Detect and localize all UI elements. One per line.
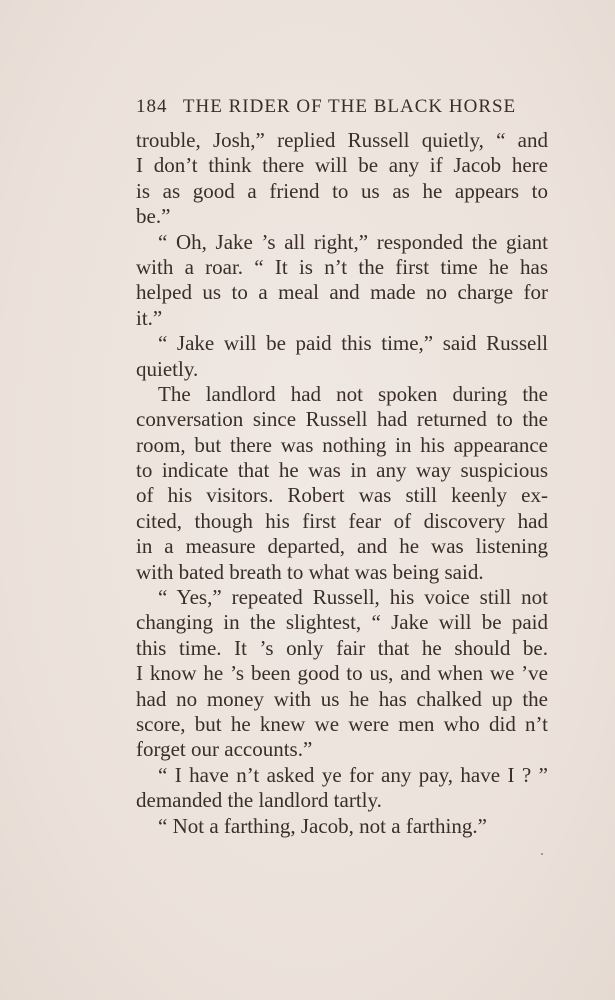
text-line: to indicate that he was in any way suspicious	[136, 458, 548, 483]
text-line: is as good a friend to us as he appears to	[136, 178, 548, 203]
text-line: “ Jake will be paid this time,” said Russell	[158, 331, 548, 356]
text-line: with a roar. “ It is n’t the first time he has	[136, 254, 548, 279]
text-line: demanded the landlord tartly.	[136, 788, 382, 813]
text-line: score, but he knew we were men who did n’t	[136, 711, 548, 736]
text-line: The landlord had not spoken during the	[158, 381, 548, 406]
text-line: it.”	[136, 305, 163, 330]
body-text	[136, 128, 548, 839]
text-line: be.”	[136, 204, 171, 229]
text-line: trouble, Josh,” replied Russell quietly, “ and	[136, 128, 548, 152]
text-line: quietly.	[136, 356, 199, 381]
text-line: changing in the slightest, “ Jake will be paid	[136, 610, 548, 635]
running-header	[136, 96, 548, 118]
text-line: forget our accounts.”	[136, 737, 313, 762]
text-line: room, but there was nothing in his appearance	[136, 432, 548, 457]
text-line: of his visitors. Robert was still keenly ex-	[136, 483, 548, 508]
text-line: cited, though his first fear of discovery had	[136, 508, 548, 533]
text-line: had no money with us he has chalked up the	[136, 686, 548, 711]
text-line: “ Not a farthing, Jacob, not a farthing.”	[158, 813, 487, 838]
text-line: “ Oh, Jake ’s all right,” responded the giant	[158, 229, 548, 254]
paper-speck	[541, 853, 543, 855]
text-line: “ Yes,” repeated Russell, his voice still not	[158, 585, 548, 610]
text-line: conversation since Russell had returned to the	[136, 407, 548, 432]
text-line: this time. It ’s only fair that he should be.	[136, 635, 548, 660]
page-number: 184	[136, 96, 168, 117]
text-line: I don’t think there will be any if Jacob here	[136, 153, 548, 178]
text-line: with bated breath to what was being said.	[136, 559, 484, 584]
running-title: THE RIDER OF THE BLACK HORSE	[182, 96, 517, 117]
text-line: helped us to a meal and made no charge for	[136, 280, 548, 305]
text-line: in a measure departed, and he was listening	[136, 534, 548, 559]
text-line: I know he ’s been good to us, and when we ’ve	[136, 661, 548, 686]
text-line: “ I have n’t asked ye for any pay, have I ? ”	[158, 762, 548, 787]
